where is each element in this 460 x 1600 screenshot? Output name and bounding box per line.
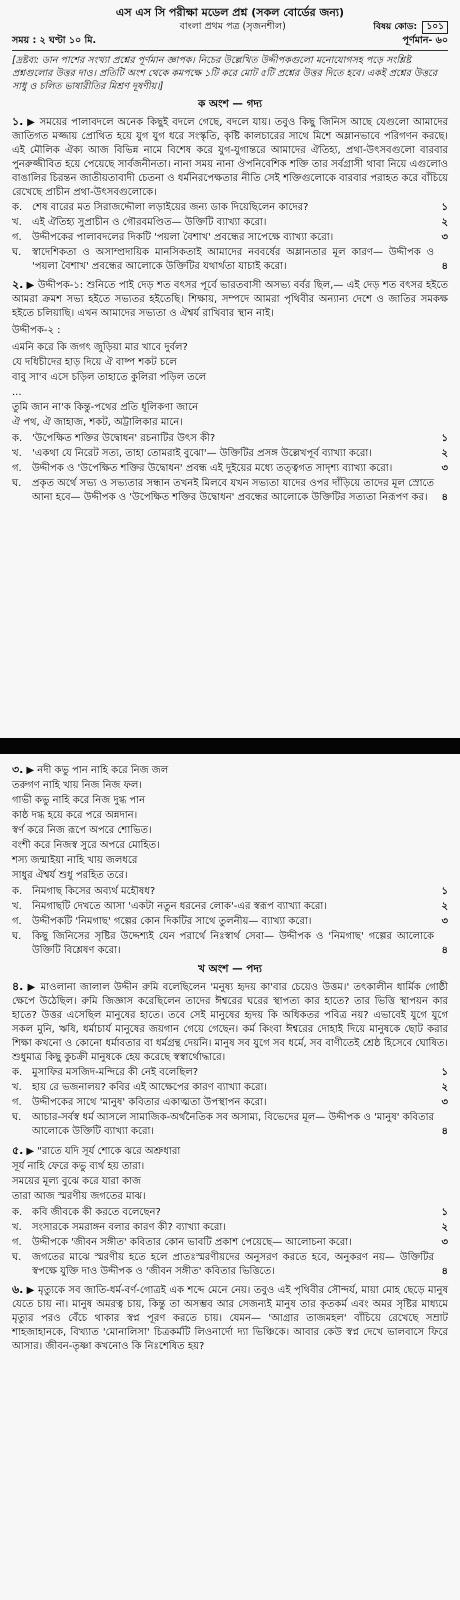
subject-code [373, 20, 448, 34]
poem-line: সময়ের মূল্য বুঝে করে যারা কাজ [12, 1176, 141, 1187]
sub-question-kha: খ. সংসারকে সমরাঙ্গন বলার কারণ কী? ব্যাখ্যা করো। ২ [12, 1222, 448, 1233]
question-stem: সময়ের পালাবদলে অনেক কিছুই বদলে গেছে, বদলে যায়। তবুও কিছু জিনিস আছে যেগুলো আমাদের জাতিগত মজ্জায় প্রোথিত হয়ে যুগ যুগ ধরে সংস্কৃতি, কৃষ্টি কালচারের সাথে মিশে অম্লানভাবে পরিগণন করছে। এই মৌলিক ঐক্য আজ বিভিন্ন নামে বিশেষ করে যুগ-যুগান্তরে আমাদের ঐতিহ্য, প্রথা-উৎসবগুলো বারবার পুনরুজ্জীবিত হয়ে পেয়েছে সার্বজনীনতা। নানা সময় নানা ঔপনিবেশিক শক্তি তার সর্বগ্রাসী থাবা নিয়ে এগুলোও বাঙালির চিরন্তন জাতীয়তাবাদী চেতনা ও ধর্মনিরপেক্ষতার নীতি সেই শক্তিগুলোকে বারবার পরাহত করে বাঁচিয়ে রেখেছে প্রাচীন প্রথা-উৎসবগুলোকে। [12, 117, 448, 198]
poem-line: যে দধিচীদের হাড় দিয়ে ঐ বাষ্প শকট চলে [12, 357, 177, 368]
sub-question-ga: গ. উদ্দীপকটি 'নিমগাছ' গল্পের কোন দিকটির সাথে তুলনীয়— ব্যাখ্যা করো। ৩ [12, 916, 448, 927]
question-3-poem [12, 762, 448, 883]
sub-question-kha: খ. এই ঐতিহ্য সুপ্রাচীন ও গৌরবমণ্ডিত— উক্তিটি ব্যাখ্যা করো। ২ [12, 217, 448, 228]
question-number: ১. [12, 115, 24, 128]
stimulus-2-label: উদ্দীপক-২ : [12, 325, 61, 336]
sub-question-kha: খ. 'একথা যে নিরেট সত্য, তাহা তোমরাই বুঝো'— উক্তিটির প্রসঙ্গ উল্লেখপূর্ব ব্যাখ্যা করো। ২ [12, 448, 448, 459]
question-stem: মৃত্যুকে সব জাতি-ধর্ম-বর্ণ-গোত্রই এক শব্দে মেনে নেয়। তবুও এই পৃথিবীর সৌন্দর্য, মায়া মোহ ছেড়ে মানুষ যেতে চায় না। মানুষ অমরত্ব চায়, কিন্তু তা অসম্ভব আর সেজন্যই মানুষ তার কৃতকর্ম এবং অমর সৃষ্টির মাধ্যমে মৃত্যুর পরও বেঁচে থাকার স্বপ্ন পূরণ করতে চায়। যেমন— 'আগ্রার তাজমহল' বাঁচিয়ে রেখেছে সম্রাট শাহজাহানকে, বিখ্যাত 'মোনালিসা' চিত্রকর্মটি লিওনার্দো দ্যা ভিঞ্চিকে। আবার কেউ স্বপ্ন দেখে ভালবাসে ফিরে আসার। জীবন-তৃষ্ণা কখনোও কি নিঃশেষিত হয়? [12, 1285, 448, 1352]
question-5 [12, 1143, 448, 1279]
poem-line: কাষ্ঠ দগ্ধ হয়ে করে পরে অন্নদান। [12, 810, 138, 821]
sub-question-kha: খ. নিমগাছটি দেখতে আসা 'একটা নতুন ধরনের লোক'-এর স্বরূপ ব্যাখ্যা করো। ২ [12, 901, 448, 912]
meta-row [12, 34, 448, 51]
poem-line: তুমি জান না'ক কিন্তু-পথের প্রতি ধূলিকণা জানে [12, 402, 199, 413]
stimulus-2-poem [12, 340, 448, 430]
poem-line: বংশী করে নিজস্ব সুরে অপরে মোহিত। [12, 840, 160, 851]
question-number: ৩. [12, 763, 24, 776]
question-6 [12, 1283, 448, 1354]
sub-question-ka: ক. শেষ বারের মত সিরাজদ্দৌলা লড়াইয়ের জন্য ডাক দিয়েছিলেন কাদের? ১ [12, 202, 448, 213]
poem-line: তরুগণ নাহি খায় নিজ নিজ ফল। [12, 780, 142, 791]
header-row [12, 20, 448, 34]
question-5-poem [12, 1143, 448, 1204]
sub-question-ga: গ. উদ্দীপকের পালাবদলের দিকটি 'পয়লা বৈশাখ' প্রবন্ধের সাপেক্ষে ব্যাখ্যা করো। ৩ [12, 232, 448, 243]
paper-name: বাংলা প্রথম পত্র (সৃজনশীল) [179, 21, 286, 32]
arrow-icon: ▶ [26, 765, 35, 776]
poem-line: "রাতে যদি সূর্য শোকে ঝরে অশ্রুধারা [37, 1146, 181, 1157]
question-number: ৪. [12, 980, 24, 993]
poem-line: নদী কভু পান নাহি করে নিজ জল [37, 765, 169, 776]
sub-question-ga: গ. উদ্দীপকে 'জীবন সঙ্গীত' কবিতার কোন ভাবটি প্রকাশ পেয়েছে— আলোচনা করো। ৩ [12, 1237, 448, 1248]
sub-question-gha: ঘ. জগতের মাঝে স্মরণীয় হতে হলে প্রাতঃস্মরণীয়দের অনুসরণ করতে হবে, অনুকরণ নয়— উক্তিটির স্বপক্ষে যুক্তি দাও উদ্দীপক ও 'জীবন সঙ্গীত' কবিতার ভিত্তিতে। ৪ [12, 1252, 448, 1277]
poem-line: ঐ পথ, ঐ জাহাজ, শকট, অট্টালিকার মানে। [12, 417, 183, 428]
poem-line: সাধুর ঐশ্বর্য শুধু পরহিত তরে। [12, 870, 128, 881]
question-4 [12, 980, 448, 1139]
sub-question-gha: ঘ. আচার-সর্বস্ব ধর্ম আসলে সামাজিক-অর্থনৈতিক সব অসাম্য, বিভেদের মূল— উদ্দীপক ও 'মানুষ' কবিতার আলোকে উক্তিটি ব্যাখ্যা করো। ৪ [12, 1112, 448, 1137]
arrow-icon: ▶ [26, 982, 37, 993]
sub-question-gha: ঘ. প্রকৃত অর্থে সভ্য ও সভ্যতার সন্ধান তখনই মিলবে যখন সভ্যতা যাদের ওপর দাঁড়িয়ে তাদের মূল স্রোতে আনা হবে— উদ্দীপক ও 'উপেক্ষিত শক্তির উদ্বোধন' প্রবন্ধের আলোকে উক্তিটির সত্যতা নিরূপণ কর। ৪ [12, 478, 448, 503]
sub-question-ka: ক. মুসাফির মসজিদ-মন্দিরে কী নেই বলেছিল? ১ [12, 1067, 448, 1078]
arrow-icon: ▶ [26, 1285, 35, 1296]
question-number: ৫. [12, 1144, 24, 1157]
exam-page-2 [0, 754, 460, 1600]
poem-line: এমনি করে কি জগৎ জুড়িয়া মার খাবে দুর্বল? [12, 342, 188, 353]
arrow-icon: ▶ [26, 280, 35, 291]
poem-line: সূর্য নাহি ফেরে কভু ব্যর্থ হয় তারা। [12, 1161, 145, 1172]
arrow-icon: ▶ [26, 1146, 35, 1157]
instruction-note: [দ্রষ্টব্য: ডান পাশের সংখ্যা প্রশ্নের পূর্ণমান জ্ঞাপক। নিচের উল্লেখিত উদ্দীপকগুলো মনোযোগসহ পড়ে সংশ্লিষ্ট প্রশ্নগুলোর উত্তর দাও। প্রতিটি অংশ থেকে কমপক্ষে ১টি করে মোট ৫টি প্রশ্নের উত্তর দিতে হবে। একই প্রশ্নের উত্তরে সাধু ও চলিত ভাষারীতির মিশ্রণ দূষণীয়।] [12, 55, 438, 92]
exam-page-1 [0, 0, 460, 738]
sub-question-gha: ঘ. স্বাদেশিকতা ও অসাম্প্রদায়িক মানসিকতাই আমাদের নববর্ষের অম্লানতার মূল কারণ— উদ্দীপক ও 'পয়লা বৈশাখ' প্রবন্ধের আলোকে উক্তিটির যথার্থতা যাচাই করো। ৪ [12, 247, 448, 272]
question-1 [12, 115, 448, 274]
subject-code-value: ১০১ [422, 21, 448, 34]
arrow-icon: ▶ [26, 117, 36, 128]
subject-code-label: বিষয় কোড: [373, 22, 418, 32]
exam-title: এস এস সি পরীক্ষা মডেল প্রশ্ন (সকল বোর্ডের জন্য) [115, 6, 345, 19]
full-marks: পূর্ণমান- ৬০ [402, 35, 448, 46]
stimulus-1: উদ্দীপক-১: শুনিতে পাই দেড় শত বৎসর পূর্বে ভারতবাসী অসভ্য বর্বর ছিল,— এই দেড় শত বৎসর হইতে আমরা ক্রমশ সভ্য হইতে সভ্যতর হইতেছি। শিক্ষায়, সম্পদে আমরা পৃথিবীর অন্যান্য দেশে ও জাতির সমকক্ষ হইতে চলিয়াছি। এখন আমাদের সভ্যতা ও ঐশ্বর্য রাখিবার স্থান নাই। [12, 280, 448, 319]
poem-line: বাবু সা'ব এসে চড়িল তাহাতে কুলিরা পড়িল তলে [12, 372, 207, 383]
sub-question-ga: গ. উদ্দীপক ও 'উপেক্ষিত শক্তির উদ্বোধন' প্রবন্ধ এই দুইয়ের মধ্যে তত্ত্বগত সাদৃশ্য ব্যাখ্যা করো। ৩ [12, 463, 448, 474]
poem-line: তারা আজ স্মরণীয় জগতের মাঝ। [12, 1191, 146, 1202]
question-number: ৬. [12, 1283, 24, 1296]
question-3 [12, 762, 448, 958]
sub-question-ga: গ. উদ্দীপকের সাথে 'মানুষ' কবিতার একাত্মতা উপস্থাপন করো। ৩ [12, 1097, 448, 1108]
exam-time: সময় : ২ ঘণ্টা ১০ মি. [12, 35, 97, 46]
sub-question-kha: খ. হায় রে ভজনালয়? কবির এই আক্ষেপের কারণ ব্যাখ্যা করো। ২ [12, 1082, 448, 1093]
sub-question-ka: ক. কবি জীবকে কী করতে বলেছেন? ১ [12, 1207, 448, 1218]
sub-question-ka: ক. 'উপেক্ষিত শক্তির উদ্বোধন' রচনাটির উৎস কী? ১ [12, 433, 448, 444]
section-ka-heading: ক অংশ — গদ্য [197, 98, 263, 110]
question-stem: মাওলানা জালাল উদ্দীন রুমি বলেছিলেন 'মনুষ্য হৃদয় কা'বার চেয়েও উত্তম।' তৎকালীন ধার্মিক গোষ্ঠী ক্ষেপে উঠেছিল। রুমি জিজ্ঞাস করেছিলেন তাদের ঈশ্বরের ঘরের স্থাপত্য কার হাতে? তার ভিত্তি স্থাপয়ন কার হাতে? উত্তর এসেছিল মানুষের হাতে। তবে সেই মানুষের হৃদয় কি অধিকতর পবিত্র নয়? এভাবেই যুগে যুগে সকল মুনি, ঋষি, ধর্মাচার্য মানুষের জয়গান গেয়ে গেছেন। কর্ম কিংবা ঈশ্বরের দোহাই দিয়ে মানুষকে ছোট করার শিক্ষা কখনো ও কোনো ধর্মাবতার বা ধর্মগ্রন্থ দেয়নি। মানুষ সব যুগে সব ধর্মে, সব বাণীতেই শ্রেষ্ঠ হিসেবে ঘোষিত। শুধুমাত্র কিছু কুচক্রী মানুষকে হেয় করেছে স্বস্বার্থোদ্ধারে। [12, 982, 448, 1063]
section-kha-heading: খ অংশ — পদ্য [198, 963, 262, 975]
sub-question-gha: ঘ. কিছু জিনিসের সৃষ্টির উদ্দেশ্যই যেন পরার্থে নিঃস্বার্থ সেবা— উদ্দীপক ও 'নিমগাছ' গল্পের আলোকে উক্তিটি বিশ্লেষণ করো। ৪ [12, 931, 448, 956]
page-divider [0, 738, 460, 754]
poem-line: ... [12, 387, 22, 398]
poem-line: গাভী কভু নাহি করে নিজ দুগ্ধ পান [12, 795, 146, 806]
sub-question-ka: ক. নিমগাছ কিসের অব্যর্থ মহৌষধ? ১ [12, 886, 448, 897]
poem-line: শস্য জন্মাইয়া নাহি খায় জলধরে [12, 855, 138, 866]
poem-line: স্বর্ণ করে নিজ রূপে অপরে শোভিত। [12, 825, 152, 836]
question-2 [12, 278, 448, 505]
question-number: ২. [12, 278, 24, 291]
